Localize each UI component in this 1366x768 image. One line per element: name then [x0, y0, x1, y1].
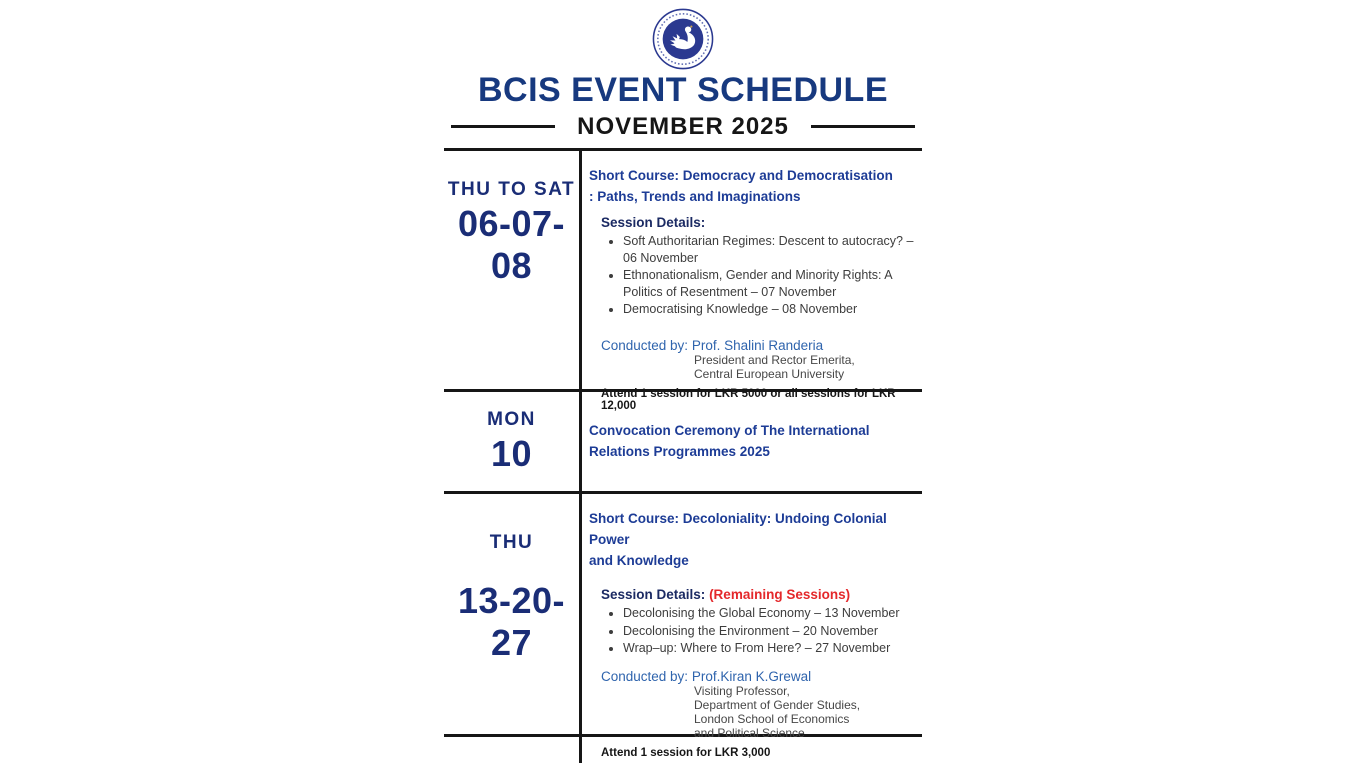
event-row-nov-06-08	[444, 151, 922, 412]
session-bullet: • Wrap–up: Where to From Here? – 27 November	[623, 640, 925, 657]
date-number: 13-20-27	[457, 580, 566, 663]
day-label: MON	[487, 408, 536, 430]
session-list	[589, 233, 925, 318]
event-title	[589, 420, 920, 462]
session-details-label: Session Details:	[601, 215, 706, 230]
affiliation-line: President and Rector Emerita,	[694, 352, 855, 367]
conductor-affiliation	[694, 684, 925, 740]
conducted-by-block	[589, 669, 925, 740]
event-title-line2: : Paths, Trends and Imaginations	[589, 189, 801, 204]
day-label: THU	[489, 532, 534, 553]
conducted-by-label: Conducted by:	[601, 668, 689, 684]
affiliation-line: Central European University	[694, 366, 845, 381]
conductor-affiliation	[694, 353, 925, 381]
event-title-line2: Relations Programmes 2025	[589, 444, 770, 459]
affiliation-line: London School of Economics	[694, 711, 850, 726]
remaining-sessions-note: (Remaining Sessions)	[709, 587, 851, 602]
conducted-by-label: Conducted by:	[601, 337, 689, 353]
conductor-name: Prof. Shalini Randeria	[691, 337, 824, 353]
conducted-by-block	[589, 338, 925, 381]
session-bullet: • Decolonising the Global Economy – 13 November	[623, 605, 925, 622]
conductor-name: Prof.Kiran K.Grewal	[691, 668, 812, 684]
day-label: THU TO SAT	[447, 179, 576, 200]
subtitle-rule-left	[451, 125, 555, 128]
affiliation-line: Visiting Professor,	[694, 683, 790, 698]
date-cell	[444, 392, 582, 491]
event-cell	[582, 392, 922, 491]
event-title	[589, 165, 925, 207]
subtitle-rule-right	[811, 125, 915, 128]
schedule-sheet	[444, 0, 922, 759]
session-bullet: • Decolonising the Environment – 20 November	[623, 623, 925, 640]
session-details-label: Session Details: (Remaining Sessions)	[601, 587, 851, 602]
page-title: BCIS EVENT SCHEDULE	[478, 71, 888, 109]
price-note: Attend 1 session for LKR 3,000	[601, 746, 771, 759]
date-number: 10	[490, 432, 533, 474]
swan-seal-icon	[652, 8, 714, 70]
date-cell	[444, 151, 582, 416]
page-subtitle: NOVEMBER 2025	[577, 112, 789, 140]
conducted-by-line	[601, 669, 925, 684]
session-bullet: • Soft Authoritarian Regimes: Descent to autocracy? – 06 November	[623, 233, 925, 266]
bcis-logo	[444, 0, 922, 70]
event-title-line1: Short Course: Decoloniality: Undoing Colonial Power	[589, 511, 887, 547]
session-bullet: • Democratising Knowledge – 08 November	[623, 301, 925, 318]
event-title-line1: Convocation Ceremony of The International	[589, 423, 870, 438]
price-note: Attend 1 session for LKR 5000 or all sessions for LKR 12,000	[601, 387, 896, 412]
event-row-nov-10	[444, 389, 922, 491]
event-row-nov-13-27	[444, 491, 922, 759]
session-list	[589, 605, 925, 657]
date-number: 06-07-08	[457, 203, 566, 286]
conducted-by-line	[601, 338, 925, 353]
event-title-line1: Short Course: Democracy and Democratisation	[589, 168, 893, 183]
affiliation-line: Department of Gender Studies,	[694, 697, 861, 712]
subtitle-row	[444, 113, 922, 140]
event-title	[589, 508, 925, 571]
event-cell	[582, 151, 927, 416]
schedule-table	[444, 148, 922, 759]
session-bullet: • Ethnonationalism, Gender and Minority Rights: A Politics of Resentment – 07 November	[623, 267, 925, 300]
date-cell	[444, 494, 582, 763]
event-cell	[582, 494, 927, 763]
event-title-line2: and Knowledge	[589, 553, 689, 568]
affiliation-line: and Political Science	[694, 725, 805, 740]
